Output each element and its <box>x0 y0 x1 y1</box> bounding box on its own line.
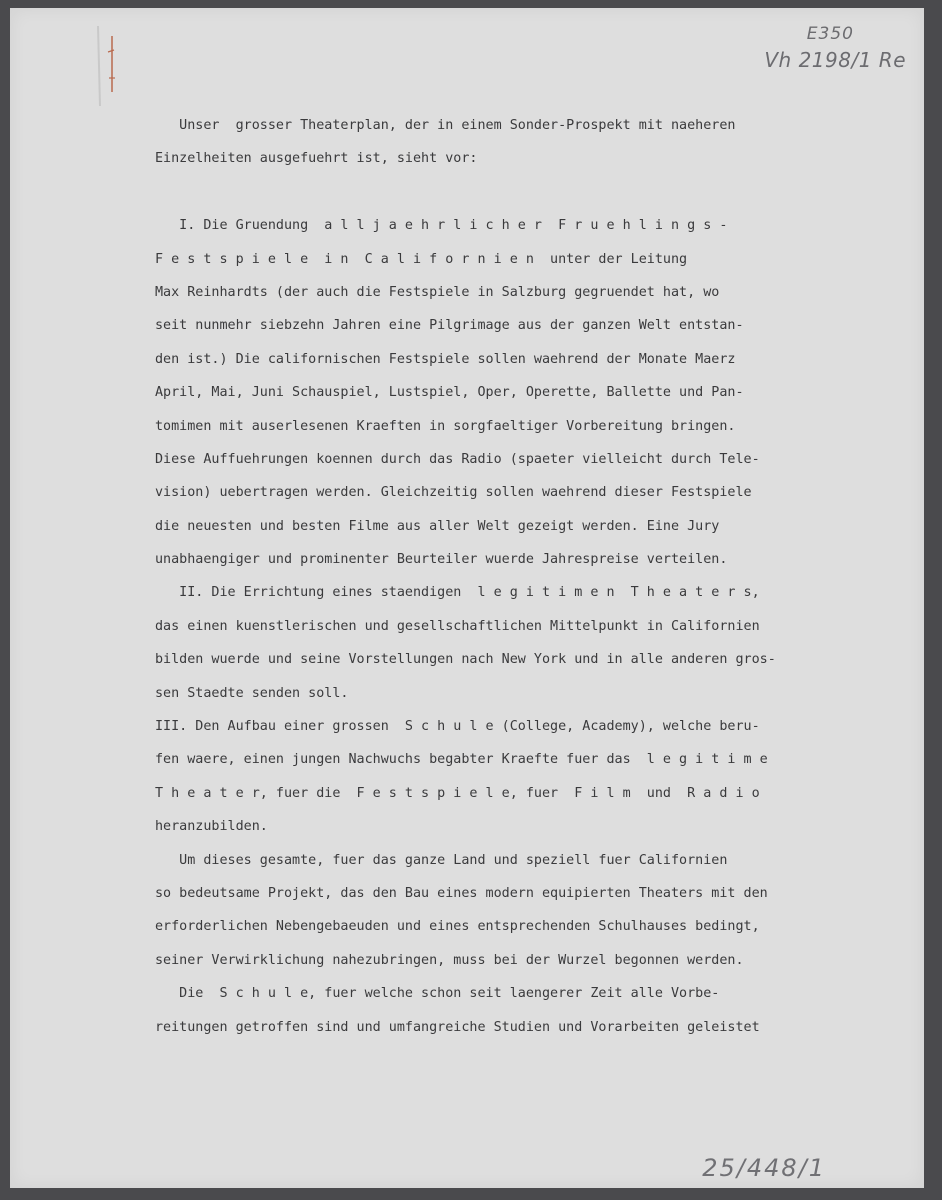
text-line: Um dieses gesamte, fuer das ganze Land und speziell fuer Californien <box>155 852 728 868</box>
text-line: T h e a t e r, fuer die F e s t s p i e l e, fuer F i l m und R a d i o <box>155 785 760 801</box>
archive-reference-annotation: Vh 2198/1 Re <box>764 48 906 72</box>
text-line: III. Den Aufbau einer grossen S c h u l e (College, Academy), welche beru- <box>155 719 760 735</box>
text-line: den ist.) Die californischen Festspiele sollen waehrend der Monate Maerz <box>155 351 736 367</box>
text-line: unabhaengiger und prominenter Beurteiler wuerde Jahrespreise verteilen. <box>155 552 728 568</box>
text-line: sen Staedte senden soll. <box>155 685 349 701</box>
text-line: Die S c h u l e, fuer welche schon seit laengerer Zeit alle Vorbe- <box>155 986 720 1002</box>
text-line <box>155 176 845 209</box>
text-line: die neuesten und besten Filme aus aller Welt gezeigt werden. Eine Jury <box>155 518 720 534</box>
text-line: bilden wuerde und seine Vorstellungen nach New York und in alle anderen gros- <box>155 652 776 668</box>
document-page <box>10 8 924 1188</box>
text-line: so bedeutsame Projekt, das den Bau eines modern equipierten Theaters mit den <box>155 885 768 901</box>
text-line: reitungen getroffen sind und umfangreiche Studien und Vorarbeiten geleistet <box>155 1019 760 1035</box>
text-line: erforderlichen Nebengebaeuden und eines entsprechenden Schulhauses bedingt, <box>155 919 760 935</box>
margin-mark-graphic <box>92 22 122 112</box>
text-line: seit nunmehr siebzehn Jahren eine Pilgrimage aus der ganzen Welt entstan- <box>155 318 744 334</box>
text-line: Max Reinhardts (der auch die Festspiele in Salzburg gegruendet hat, wo <box>155 284 720 300</box>
folio-annotation: 25/448/1 <box>702 1154 826 1182</box>
text-line: tomimen mit auserlesenen Kraeften in sorgfaeltiger Vorbereitung bringen. <box>155 418 736 434</box>
text-line: Diese Auffuehrungen koennen durch das Radio (spaeter vielleicht durch Tele- <box>155 451 760 467</box>
text-line: II. Die Errichtung eines staendigen l e g i t i m e n T h e a t e r s, <box>155 585 760 601</box>
text-line: fen waere, einen jungen Nachwuchs begabter Kraefte fuer das l e g i t i m e <box>155 752 768 768</box>
archive-code-annotation: E350 <box>806 24 854 44</box>
text-line: vision) uebertragen werden. Gleichzeitig sollen waehrend dieser Festspiele <box>155 485 752 501</box>
text-line: April, Mai, Juni Schauspiel, Lustspiel, Oper, Operette, Ballette und Pan- <box>155 385 744 401</box>
text-line: F e s t s p i e l e i n C a l i f o r n i e n unter der Leitung <box>155 251 688 267</box>
text-line: Unser grosser Theaterplan, der in einem Sonder-Prospekt mit naeheren <box>155 118 736 133</box>
text-line: heranzubilden. <box>155 819 268 835</box>
text-line: I. Die Gruendung a l l j a e h r l i c h e r F r u e h l i n g s - <box>155 218 728 234</box>
text-line: das einen kuenstlerischen und gesellschaftlichen Mittelpunkt in Californien <box>155 618 760 634</box>
text-line: Einzelheiten ausgefuehrt ist, sieht vor: <box>155 151 478 167</box>
typewritten-text-body <box>155 109 845 1044</box>
text-line: seiner Verwirklichung nahezubringen, muss bei der Wurzel begonnen werden. <box>155 952 744 968</box>
